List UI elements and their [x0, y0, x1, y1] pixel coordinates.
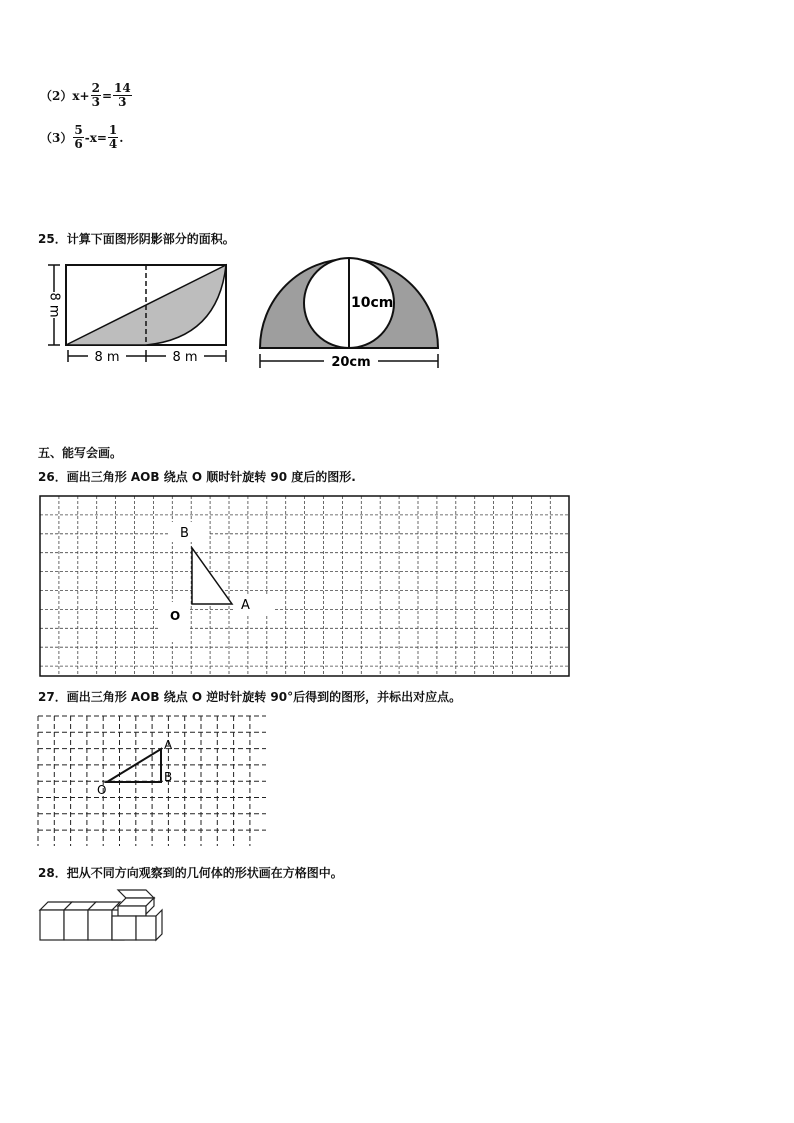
- equation-label: （3）: [40, 131, 73, 145]
- numerator: 5: [74, 123, 83, 137]
- fraction: [91, 82, 101, 109]
- equation-2: [40, 82, 133, 109]
- cube-solid-figure: [36, 888, 166, 944]
- fraction: [113, 82, 132, 109]
- equation-end: .: [119, 130, 124, 145]
- equation-label: （2）: [40, 89, 73, 103]
- right-length-label: 8 m: [172, 350, 198, 365]
- grid-q27: [36, 714, 272, 850]
- equation-3: [40, 124, 123, 151]
- equation-op: -x: [84, 130, 97, 145]
- fraction: [108, 124, 118, 151]
- grid-lines: [40, 496, 569, 676]
- base-length-label: 20cm: [331, 355, 371, 370]
- section-5-title: 五、能写会画。: [38, 446, 123, 460]
- equals-sign: =: [101, 88, 112, 103]
- grid-q26: [38, 494, 572, 680]
- height-label: 8 m: [46, 292, 62, 318]
- question-25-title: 25．计算下面图形阴影部分的面积。: [38, 232, 235, 246]
- question-27-title: 27．画出三角形 AOB 绕点 O 逆时针旋转 90°后得到的图形，并标出对应点。: [38, 690, 462, 704]
- fraction: [73, 124, 83, 151]
- numerator: 2: [91, 81, 100, 95]
- equals-sign: =: [96, 130, 107, 145]
- point-a-label: A: [164, 738, 173, 752]
- question-28-title: 28．把从不同方向观察到的几何体的形状画在方格图中。: [38, 866, 343, 880]
- point-o-label: O: [170, 609, 181, 623]
- question-26-title: 26．画出三角形 AOB 绕点 O 顺时针旋转 90 度后的图形.: [38, 470, 356, 484]
- left-length-label: 8 m: [94, 350, 120, 365]
- figure-rectangle-shaded: [38, 258, 238, 370]
- denominator: 4: [108, 137, 118, 151]
- numerator: 1: [108, 123, 118, 137]
- denominator: 3: [118, 95, 127, 109]
- point-o-label: O: [97, 783, 107, 797]
- equation-var: x+: [72, 88, 90, 103]
- numerator: 14: [114, 81, 131, 95]
- diameter-label: 10cm: [351, 295, 394, 311]
- point-a-label: A: [241, 598, 250, 613]
- point-b-label: B: [180, 526, 189, 541]
- point-b-label: B: [164, 770, 173, 784]
- denominator: 6: [74, 137, 83, 151]
- figure-semicircle-shaded: [254, 254, 444, 372]
- denominator: 3: [91, 95, 100, 109]
